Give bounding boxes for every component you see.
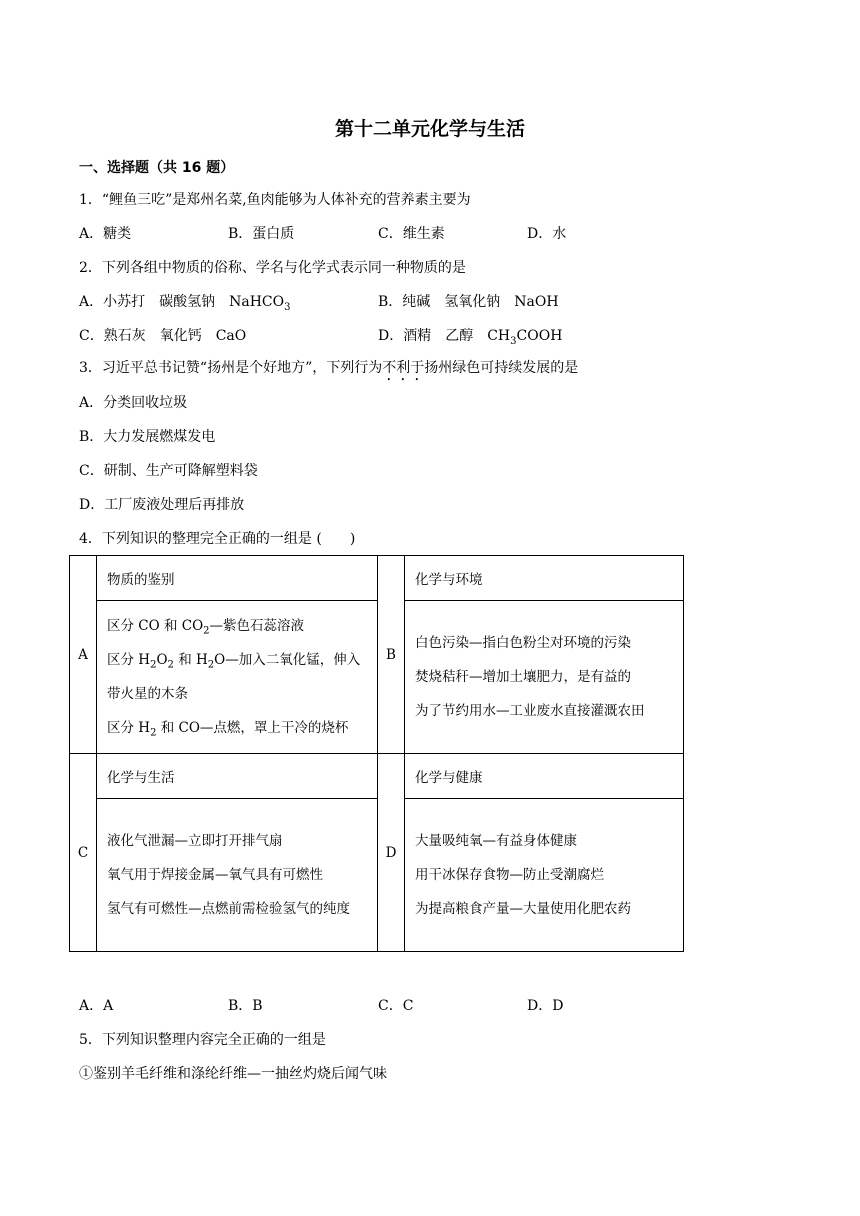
row-label-a: A (70, 556, 97, 754)
question-2-stem: 2．下列各组中物质的俗称、学名与化学式表示同一种物质的是 (79, 260, 466, 276)
cell-header-c: 化学与生活 (97, 754, 378, 799)
question-3-stem: 3．习近平总书记赞“扬州是个好地方”，下列行为不利于扬州绿色可持续发展的是 (79, 360, 579, 376)
q1-option-a[interactable]: A．糖类 (79, 226, 132, 242)
q4-option-c[interactable]: C．C (378, 998, 414, 1014)
cell-header-d: 化学与健康 (405, 754, 684, 799)
q3-option-c[interactable]: C．研制、生产可降解塑料袋 (79, 463, 258, 479)
cell-b-line-3: 为了节约用水—工业废水直接灌溉农田 (415, 703, 645, 719)
emphasis-text: 不利于 (382, 360, 425, 376)
row-label-d: D (378, 754, 405, 952)
q1-option-d[interactable]: D．水 (527, 226, 567, 242)
section-heading: 一、选择题（共 16 题） (79, 160, 235, 176)
q1-option-b[interactable]: B．蛋白质 (228, 226, 295, 242)
knowledge-table (69, 555, 684, 952)
question-1-stem: 1．“鲤鱼三吃”是郑州名菜,鱼肉能够为人体补充的营养素主要为 (79, 192, 471, 208)
cell-header-a: 物质的鉴别 (97, 556, 378, 601)
cell-a-line-2: 区分 $H_2O_2$ 和 $H_2O—$加入二氧化锰，伸入带火星的木条 (107, 652, 361, 702)
q1-option-c[interactable]: C．维生素 (378, 226, 445, 242)
cell-c-line-2: 氧气用于焊接金属—氧气具有可燃性 (107, 867, 323, 883)
cell-c-line-1: 液化气泄漏—立即打开排气扇 (107, 833, 283, 849)
q4-option-b[interactable]: B．B (228, 998, 263, 1014)
cell-d-line-2: 用干冰保存食物—防止受潮腐烂 (415, 867, 604, 883)
q2-option-c[interactable]: C．熟石灰 氧化钙 CaO (79, 328, 247, 344)
cell-a-line-1: 区分 CO 和 $CO_2—$紫色石蕊溶液 (107, 618, 305, 637)
q3-option-b[interactable]: B．大力发展燃煤发电 (79, 429, 216, 445)
q4-option-a[interactable]: A．A (79, 998, 114, 1014)
cell-body-c (97, 799, 378, 952)
question-5-stem: 5．下列知识整理内容完全正确的一组是 (79, 1032, 326, 1048)
cell-d-line-3: 为提高粮食产量—大量使用化肥农药 (415, 901, 631, 917)
question-4-stem: 4．下列知识的整理完全正确的一组是 ( ) (79, 531, 356, 547)
cell-body-d (405, 799, 684, 952)
q2-option-d[interactable]: D．酒精 乙醇 $CH_3COOH$ (378, 328, 563, 347)
q3-option-d[interactable]: D．工厂废液处理后再排放 (79, 497, 245, 513)
q5-item-1: ①鉴别羊毛纤维和涤纶纤维—一抽丝灼烧后闻气味 (79, 1066, 387, 1082)
row-label-c: C (70, 754, 97, 952)
q2-option-b[interactable]: B．纯碱 氢氧化钠 NaOH (378, 294, 559, 310)
cell-c-line-3: 氢气有可燃性—点燃前需检验氢气的纯度 (107, 901, 350, 917)
cell-body-b (405, 601, 684, 754)
cell-d-line-1: 大量吸纯氧—有益身体健康 (415, 833, 577, 849)
cell-b-line-2: 焚烧秸秆—增加土壤肥力，是有益的 (415, 669, 631, 685)
q3-option-a[interactable]: A．分类回收垃圾 (79, 395, 188, 411)
page-title: 第十二单元化学与生活 (334, 118, 525, 140)
q2-option-a[interactable]: A．小苏打 碳酸氢钠 NaHCO$_3$ (79, 294, 291, 313)
row-label-b: B (378, 556, 405, 754)
cell-a-line-3: 区分 $H_2$ 和 CO—点燃，罩上干冷的烧杯 (107, 720, 349, 739)
cell-b-line-1: 白色污染—指白色粉尘对环境的污染 (415, 635, 631, 651)
cell-body-a (97, 601, 378, 754)
cell-header-b: 化学与环境 (405, 556, 684, 601)
q4-option-d[interactable]: D．D (527, 998, 564, 1014)
